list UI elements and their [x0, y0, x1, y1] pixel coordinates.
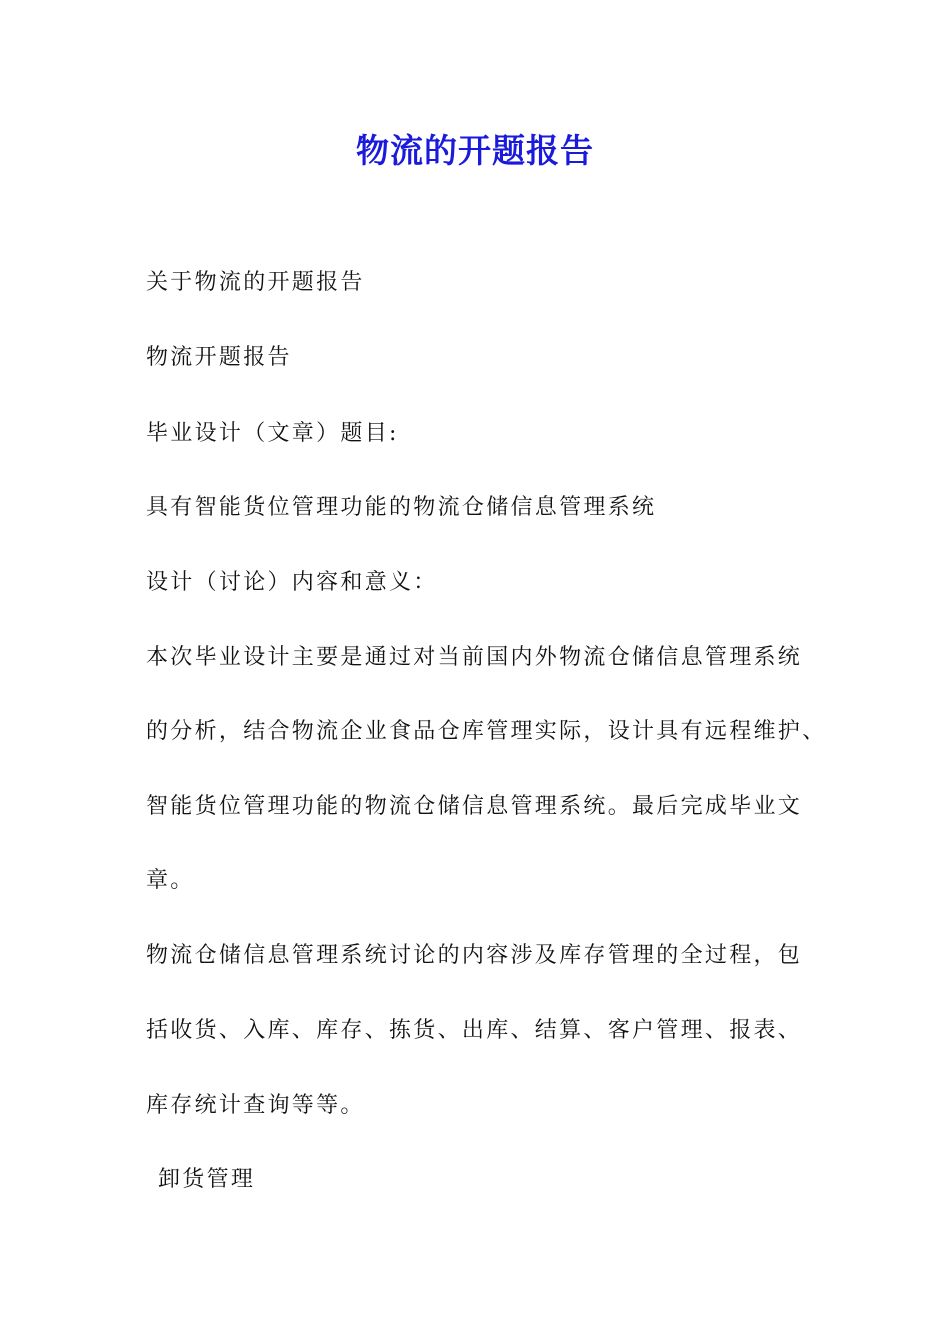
paragraph-line: 物流仓储信息管理系统讨论的内容涉及库存管理的全过程，包 — [146, 943, 803, 968]
paragraph-line: 本次毕业设计主要是通过对当前国内外物流仓储信息管理系统 — [146, 645, 803, 670]
paragraph-line: 库存统计查询等等。 — [146, 1093, 365, 1118]
section-heading-unloading: 卸货管理 — [158, 1167, 256, 1192]
text-line-topic-label: 毕业设计（文章）题目: — [146, 421, 399, 446]
paragraph-line: 章。 — [146, 868, 195, 893]
text-line-content-label: 设计（讨论）内容和意义： — [146, 570, 438, 595]
text-line-subheading: 物流开题报告 — [146, 345, 292, 370]
document-title: 物流的开题报告 — [356, 131, 594, 170]
paragraph-line: 智能货位管理功能的物流仓储信息管理系统。最后完成毕业文 — [146, 794, 803, 819]
text-line-heading: 关于物流的开题报告 — [146, 270, 365, 295]
paragraph-line: 括收货、入库、库存、拣货、出库、结算、客户管理、报表、 — [146, 1018, 803, 1043]
paragraph-line: 的分析，结合物流企业食品仓库管理实际，设计具有远程维护、 — [146, 719, 827, 744]
text-line-topic-value: 具有智能货位管理功能的物流仓储信息管理系统 — [146, 495, 657, 520]
